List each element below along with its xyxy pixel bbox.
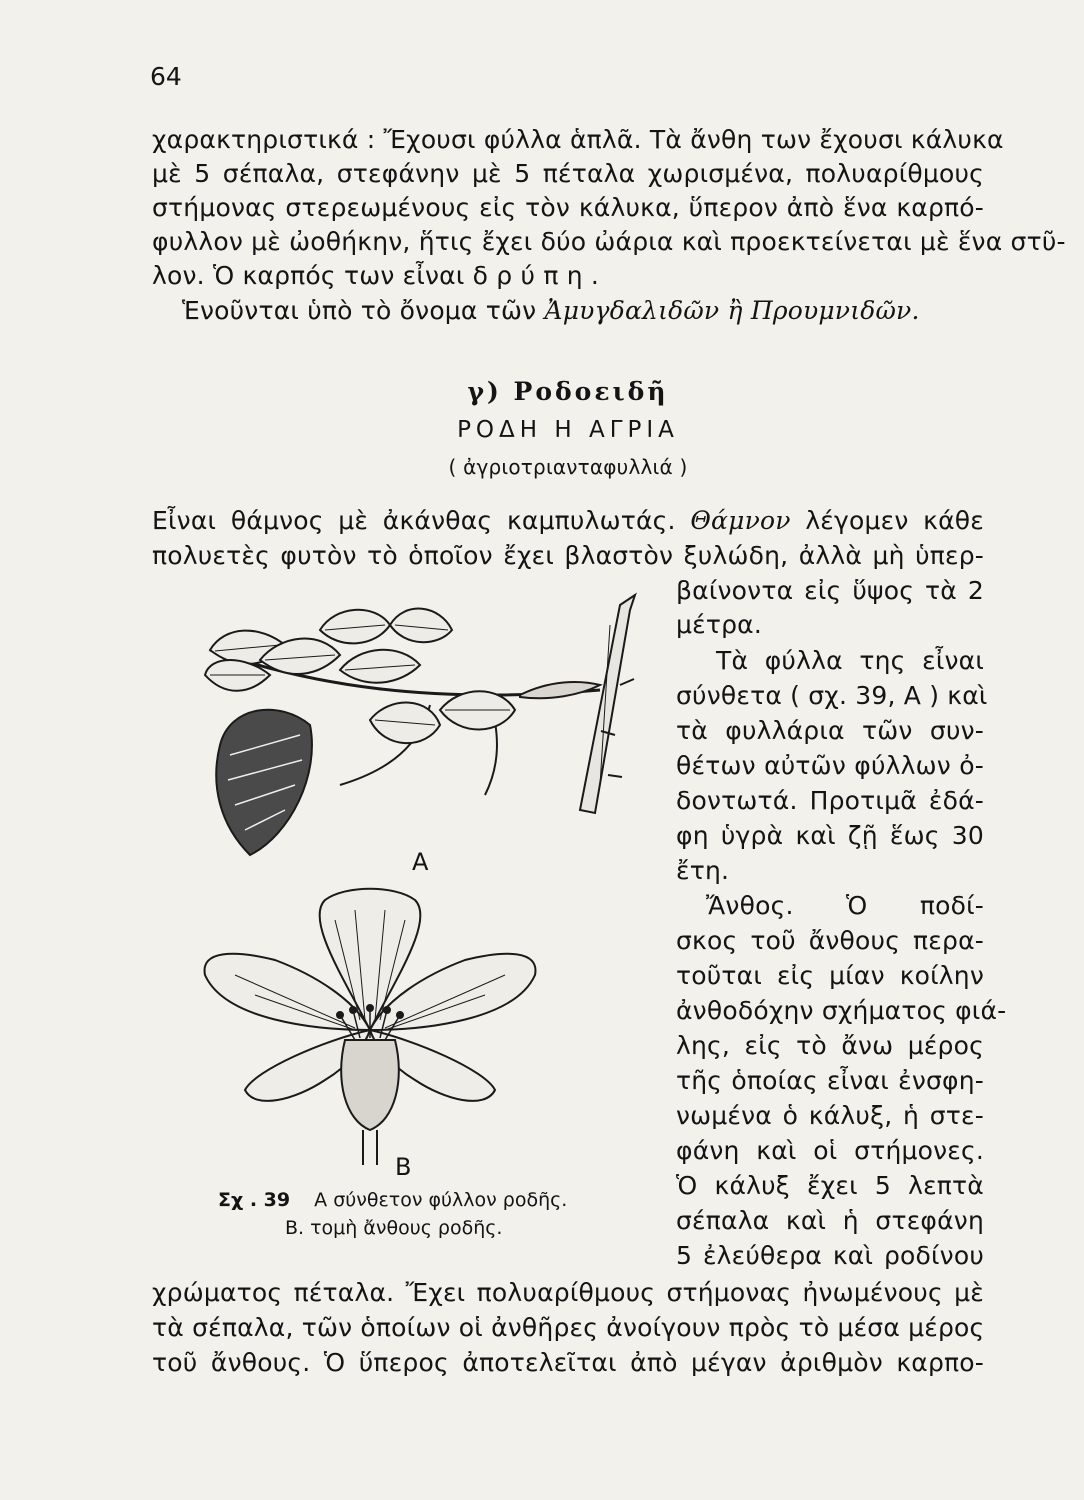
side-text-line: φη ὑγρὰ καὶ ζῇ ἕως 30 <box>676 821 984 850</box>
families-line <box>182 296 920 326</box>
text-line: φυλλον μὲ ὠοθήκην, ἥτις ἔχει δύο ὠάρια καὶ προεκτείνεται μὲ ἕνα στῦ- <box>152 227 1066 256</box>
text-line: τοῦ ἄνθους. Ὁ ὕπερος ἀποτελεῖται ἀπὸ μέγαν ἀριθμὸν καρπο- <box>152 1348 984 1377</box>
side-text-line: Ὁ κάλυξ ἔχει 5 λεπτὰ <box>676 1171 984 1200</box>
figure-label-b: Β <box>395 1153 412 1181</box>
side-text-line: τῆς ὁποίας εἶναι ἐνσφη- <box>676 1066 984 1095</box>
side-text-line: σκος τοῦ ἄνθους περα- <box>676 926 984 955</box>
flower-section-illustration <box>195 880 545 1170</box>
common-name: ( ἀγριοτριανταφυλλιά ) <box>448 455 688 479</box>
text-line: χρώματος πέταλα. Ἔχει πολυαρίθμους στήμονας ἠνωμένους μὲ <box>152 1278 984 1307</box>
side-text-line: νωμένα ὁ κάλυξ, ἡ στε- <box>676 1101 984 1130</box>
side-text-line: σύνθετα ( σχ. 39, Α ) καὶ <box>676 681 988 710</box>
text-line: χαρακτηριστικά : Ἔχουσι φύλλα ἁπλᾶ. Τὰ ἄνθη των ἔχουσι κάλυκα <box>152 125 1004 154</box>
plant-name: ΡΟΔΗ Η ΑΓΡΙΑ <box>457 417 679 443</box>
text-line: στήμονας στερεωμένους εἰς τὸν κάλυκα, ὕπερον ἀπὸ ἕνα καρπό- <box>152 193 984 222</box>
text-line: μὲ 5 σέπαλα, στεφάνην μὲ 5 πέταλα χωρισμένα, πολυαρίθμους <box>152 159 984 188</box>
definition-line-2: πολυετὲς φυτὸν τὸ ὁποῖον ἔχει βλαστὸν ξυλώδη, ἀλλὰ μὴ ὑπερ- <box>152 541 984 570</box>
text-line: τὰ σέπαλα, τῶν ὁποίων οἱ ἀνθῆρες ἀνοίγουν πρὸς τὸ μέσα μέρος <box>152 1313 985 1342</box>
text-line: λον. Ὁ καρπός των εἶναι δ ρ ύ π η . <box>152 261 600 290</box>
figure-number: Σχ . 39 <box>218 1189 291 1211</box>
section-heading: γ) Ροδοειδῆ <box>467 377 669 406</box>
figure-caption-line-1: Σχ . 39 Α σύνθετον φύλλον ροδῆς. <box>218 1189 568 1211</box>
families-prefix: Ἑνοῦνται ὑπὸ τὸ ὄνομα τῶν <box>182 296 537 325</box>
side-text-line: βαίνοντα εἰς ὕψος τὰ 2 <box>676 576 984 605</box>
side-text-line: ἀνθοδόχην σχήματος φιά- <box>676 996 1007 1025</box>
side-text-line: θέτων αὐτῶν φύλλων ὀ- <box>676 751 984 780</box>
side-text-line: τὰ φυλλάρια τῶν συν- <box>676 716 984 745</box>
page-number: 64 <box>150 62 182 91</box>
figure-label-a: Α <box>412 848 429 876</box>
side-text-line: ἔτη. <box>676 856 730 885</box>
compound-leaf-illustration <box>190 585 660 875</box>
family-name: Ἀμυγδαλιδῶν <box>544 296 720 325</box>
side-text-line: 5 ἐλεύθερα καὶ ροδίνου <box>676 1241 984 1270</box>
side-text-line: Τὰ φύλλα της εἶναι <box>716 646 984 675</box>
side-text-line: φάνη καὶ οἱ στήμονες. <box>676 1136 984 1165</box>
side-text-line: τοῦται εἰς μίαν κοίλην <box>676 961 984 990</box>
defined-term: Θάμνον <box>690 506 791 535</box>
side-text-line: Ἄνθος. Ὁ ποδί- <box>706 891 984 920</box>
side-text-line: μέτρα. <box>676 610 762 639</box>
conjunction: ἢ <box>727 296 743 325</box>
definition-line-1: Εἶναι θάμνος μὲ ἀκάνθας καμπυλωτάς. Θάμνον λέγομεν κάθε <box>152 506 984 535</box>
family-name: Προυμνιδῶν. <box>750 296 920 325</box>
side-text-line: σέπαλα καὶ ἡ στεφάνη <box>676 1206 984 1235</box>
side-text-line: λης, εἰς τὸ ἄνω μέρος <box>676 1031 984 1060</box>
side-text-line: δοντωτά. Προτιμᾶ ἐδά- <box>676 786 984 815</box>
figure-caption-line-2: Β. τομὴ ἄνθους ροδῆς. <box>285 1217 503 1239</box>
